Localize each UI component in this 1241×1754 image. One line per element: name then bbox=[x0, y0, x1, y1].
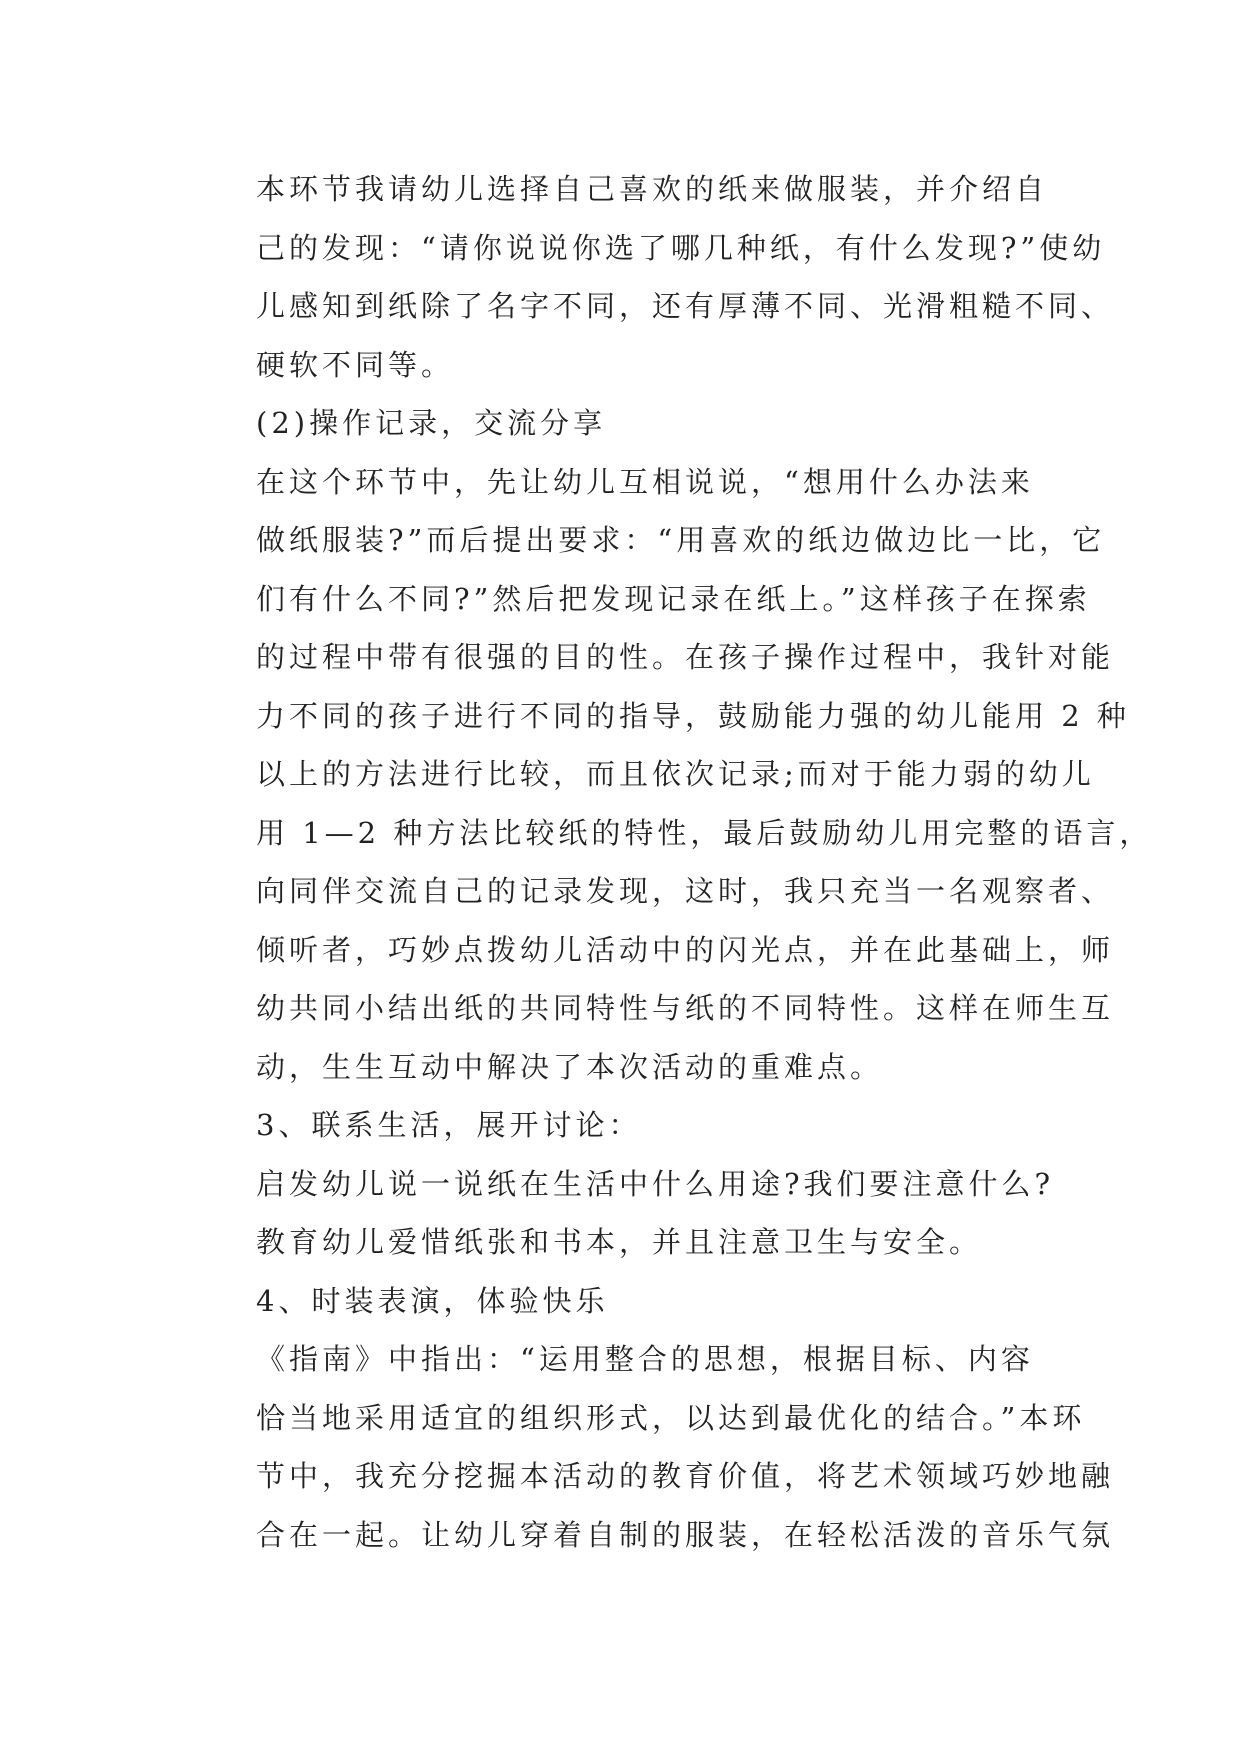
text-line: 动，生生互动中解决了本次活动的重难点。 bbox=[256, 1049, 884, 1084]
text-line: 本环节我请幼儿选择自己喜欢的纸来做服装，并介绍自 bbox=[256, 172, 1049, 206]
text-line: 幼共同小结出纸的共同特性与纸的不同特性。这样在师生互 bbox=[256, 991, 1115, 1025]
text-line: 教育幼儿爱惜纸张和书本，并且注意卫生与安全。 bbox=[256, 1225, 983, 1259]
paragraph bbox=[190, 1096, 1056, 1155]
text-line: 力不同的孩子进行不同的指导，鼓励能力强的幼儿能用 2 种 bbox=[256, 698, 1130, 733]
text-line: 向同伴交流自己的记录发现，这时，我只充当一名观察者、 bbox=[256, 874, 1115, 908]
text-line: 恰当地采用适宜的组织形式，以达到最优化的结合。”本环 bbox=[256, 1400, 1086, 1435]
text-line: 4、时装表演，体验快乐 bbox=[256, 1283, 609, 1318]
text-line: 的过程中带有很强的目的性。在孩子操作过程中，我针对能 bbox=[256, 640, 1115, 674]
text-line: 合在一起。让幼儿穿着自制的服装，在轻松活泼的音乐气氛 bbox=[256, 1517, 1115, 1552]
text-line: 节中，我充分挖掘本活动的教育价值，将艺术领域巧妙地融 bbox=[256, 1459, 1115, 1493]
paragraph bbox=[190, 1272, 1056, 1331]
paragraph bbox=[190, 394, 1056, 453]
text-line: 倾听者，巧妙点拨幼儿活动中的闪光点，并在此基础上，师 bbox=[256, 932, 1115, 967]
text-line: 用 1—2 种方法比较纸的特性，最后鼓励幼儿用完整的语言， bbox=[256, 815, 1153, 850]
text-line: 3、联系生活，展开讨论： bbox=[256, 1108, 642, 1142]
text-line: 以上的方法进行比较，而且依次记录;而对于能力弱的幼儿 bbox=[256, 757, 1095, 791]
text-line: 启发幼儿说一说纸在生活中什么用途?我们要注意什么? bbox=[256, 1166, 1055, 1201]
text-line: 在这个环节中，先让幼儿互相说说，“想用什么办法来 bbox=[256, 464, 1034, 499]
text-line: 儿感知到纸除了名字不同，还有厚薄不同、光滑粗糙不同、 bbox=[256, 289, 1115, 323]
paragraph bbox=[190, 453, 1153, 1097]
text-line: 们有什么不同?”然后把发现记录在纸上。”这样孩子在探索 bbox=[256, 581, 1091, 616]
text-line: 硬软不同等。 bbox=[256, 347, 455, 382]
paragraph bbox=[190, 1330, 1115, 1564]
text-line: 做纸服装?”而后提出要求：“用喜欢的纸边做边比一比，它 bbox=[256, 523, 1106, 557]
paragraph bbox=[190, 160, 1115, 394]
text-line: 己的发现：“请你说说你选了哪几种纸，有什么发现?”使幼 bbox=[256, 230, 1106, 265]
document-body bbox=[190, 160, 1153, 1564]
paragraph bbox=[190, 1155, 1056, 1272]
text-line: (2)操作记录，交流分享 bbox=[256, 406, 607, 440]
text-line: 《指南》中指出：“运用整合的思想，根据目标、内容 bbox=[256, 1342, 1034, 1376]
